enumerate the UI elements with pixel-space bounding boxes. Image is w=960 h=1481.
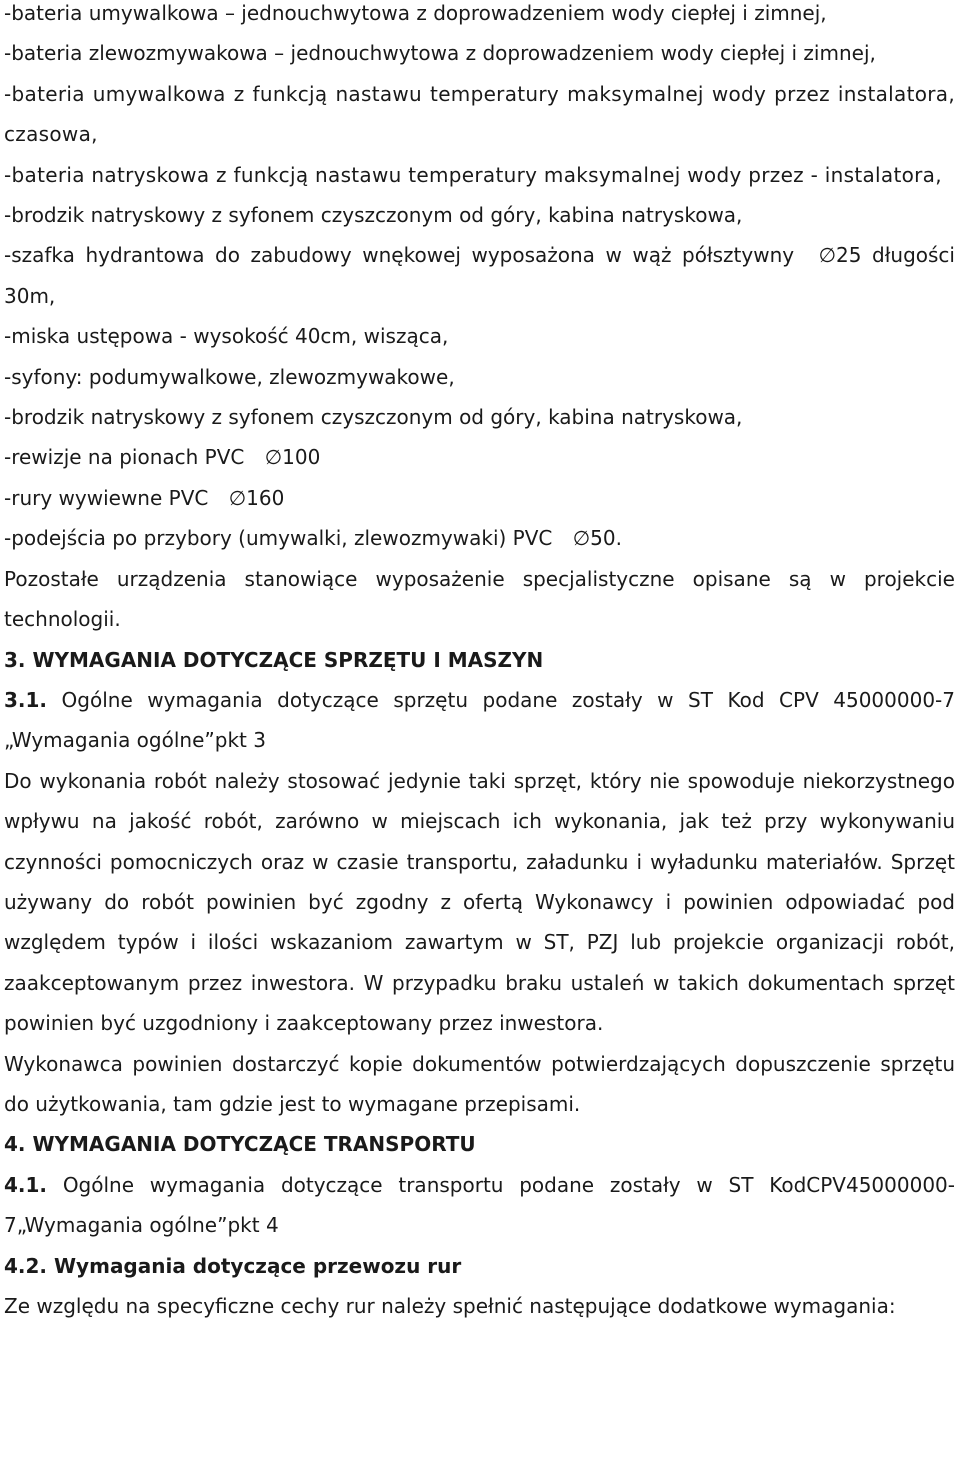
subsection-title: Wymagania dotyczące przewozu rur xyxy=(54,1253,462,1278)
diameter-value: 160 xyxy=(246,485,285,510)
list-item-podejscia xyxy=(4,518,955,558)
list-item-rewizje xyxy=(4,437,955,477)
diameter-symbol: ∅ xyxy=(572,526,591,551)
diameter-symbol: ∅ xyxy=(264,445,283,470)
subsection-number: 3.1. xyxy=(4,687,48,712)
paragraph-pipes: Ze względu na specyficzne cechy rur należy spełnić następujące dodatkowe wymagania: xyxy=(4,1294,896,1318)
list-item: -brodzik natryskowy z syfonem czyszczonym od góry, kabina natryskowa, xyxy=(4,405,743,430)
list-item: -brodzik natryskowy z syfonem czyszczonym od góry, kabina natryskowa, xyxy=(4,203,743,228)
section-3-heading: 3. WYMAGANIA DOTYCZĄCE SPRZĘTU I MASZYN xyxy=(4,647,544,672)
subsection-text: Ogólne wymagania dotyczące sprzętu podane zostały w ST Kod CPV 45000000-7 „Wymagania ogólne”pkt 3 xyxy=(4,687,955,753)
list-item: -bateria umywalkowa z funkcją nastawu temperatury maksymalnej wody przez instalatora, czasowa, xyxy=(4,81,955,147)
list-item: -miska ustępowa - wysokość 40cm, wisząca, xyxy=(4,324,449,349)
list-item-hydrant xyxy=(4,235,955,316)
list-item: -bateria zlewozmywakowa – jednouchwytowa z doprowadzeniem wody ciepłej i zimnej, xyxy=(4,41,876,66)
subsection-text: Ogólne wymagania dotyczące transportu podane zostały w ST KodCPV45000000-7„Wymagania ogólne”pkt 4 xyxy=(4,1172,955,1238)
list-item: -bateria natryskowa z funkcją nastawu temperatury maksymalnej wody przez - instalatora, xyxy=(4,162,942,187)
diameter-symbol: ∅ xyxy=(228,485,247,510)
paragraph-documents: Wykonawca powinien dostarczyć kopie dokumentów potwierdzających dopuszczenie sprzętu do użytkowania, tam gdzie jest to wymagane przepisami. xyxy=(4,1051,955,1116)
list-item-text: -rury wywiewne PVC xyxy=(4,485,209,510)
paragraph-equipment: Do wykonania robót należy stosować jedynie taki sprzęt, który nie spowoduje niekorzystnego wpływu na jakość robót, zarówno w miejscach ich wykonania, jak też przy wykonywaniu czynności pomocniczych oraz w czasie transportu, załadunku i wyładunku materiałów. Sprzęt używany do robót powinien być zgodny z ofertą Wykonawcy i powinien odpowiadać pod względem typów i ilości wskazaniom zawartym w ST, PZJ lub projekcie organizacji robót, zaakceptowanym przez inwestora. W przypadku braku ustaleń w takich dokumentach sprzęt powinien być uzgodniony i zaakceptowany przez inwestora. xyxy=(4,768,955,1036)
diameter-value: 100 xyxy=(282,445,321,470)
diameter-value: 50. xyxy=(590,526,622,551)
diameter-symbol: ∅ xyxy=(818,243,837,268)
subsection-number: 4.1. xyxy=(4,1172,48,1197)
document-page xyxy=(4,0,955,1326)
section-4-1 xyxy=(4,1165,955,1246)
section-3-1 xyxy=(4,680,955,761)
diameter-value: 25 xyxy=(836,243,862,268)
list-item: -syfony: podumywalkowe, zlewozmywakowe, xyxy=(4,364,455,389)
technology-note: Pozostałe urządzenia stanowiące wyposażenie specjalistyczne opisane są w projekcie technologii. xyxy=(4,566,955,632)
subsection-number: 4.2. xyxy=(4,1253,48,1278)
section-4-2 xyxy=(4,1246,955,1286)
list-item-text: długości 30m, xyxy=(4,243,955,308)
list-item-text: -podejścia po przybory (umywalki, zlewozmywaki) PVC xyxy=(4,526,553,551)
list-item-rury xyxy=(4,478,955,518)
section-4-heading: 4. WYMAGANIA DOTYCZĄCE TRANSPORTU xyxy=(4,1132,476,1157)
list-item-text: -rewizje na pionach PVC xyxy=(4,445,245,470)
list-item-text: -szafka hydrantowa do zabudowy wnękowej wyposażona w wąż półsztywny xyxy=(4,243,795,268)
list-item: -bateria umywalkowa – jednouchwytowa z doprowadzeniem wody ciepłej i zimnej, xyxy=(4,1,827,25)
